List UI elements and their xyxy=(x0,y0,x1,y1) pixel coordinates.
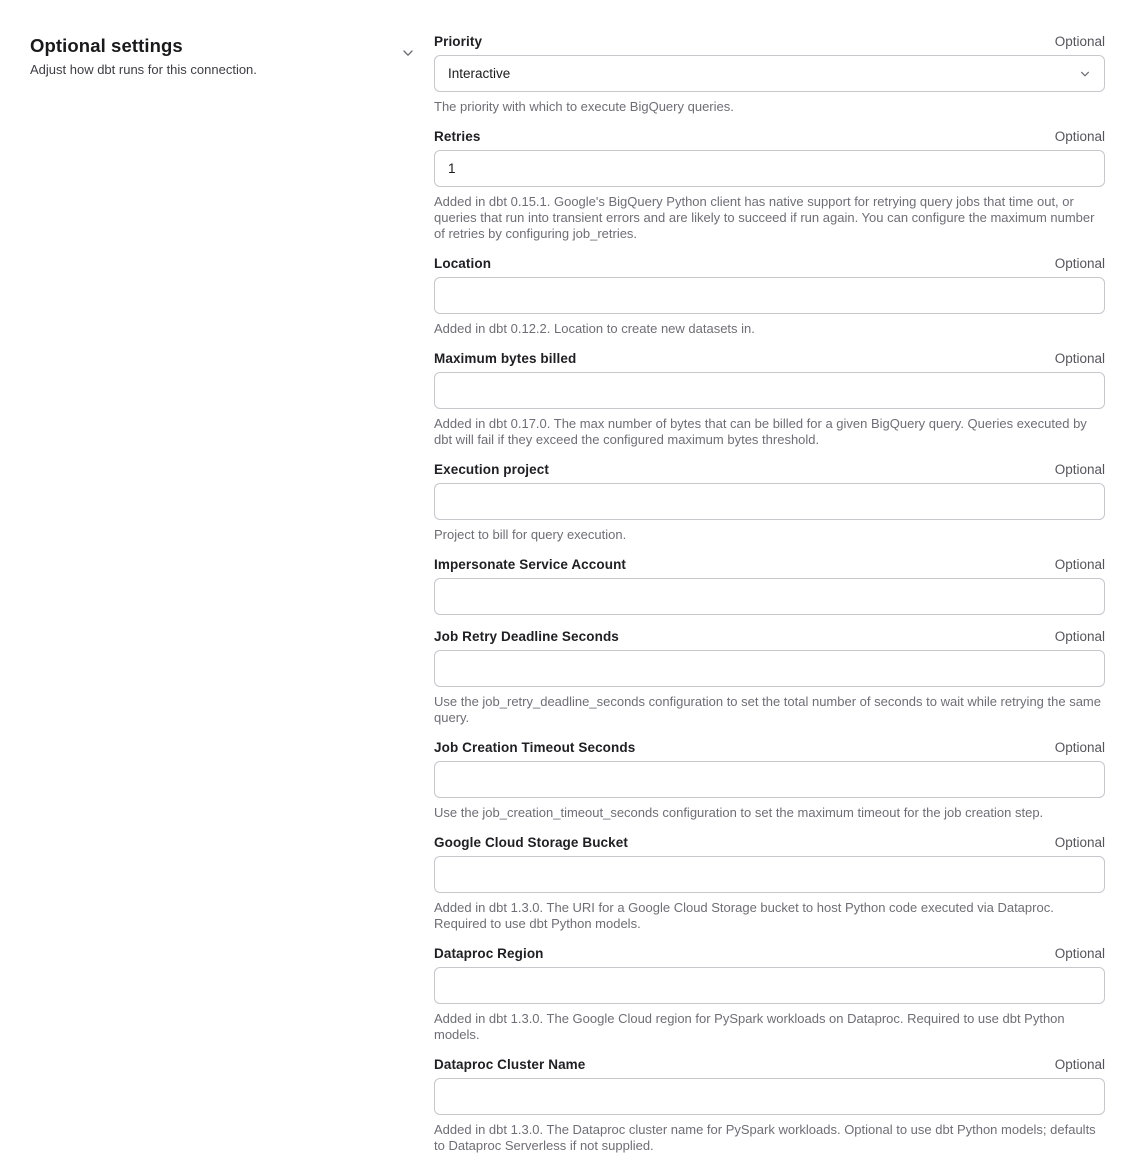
field-label: Impersonate Service Account xyxy=(434,557,627,572)
field-google-cloud-storage-bucket xyxy=(434,835,1105,932)
field-location xyxy=(434,256,1105,337)
field-help: Use the job_retry_deadline_seconds configuration to set the total number of seconds to wait while retrying the same query. xyxy=(434,694,1101,725)
optional-badge: Optional xyxy=(1054,1057,1105,1072)
field-help: Added in dbt 0.12.2. Location to create new datasets in. xyxy=(434,321,755,336)
section-title: Optional settings xyxy=(30,35,183,56)
optional-badge: Optional xyxy=(1054,740,1105,755)
optional-badge: Optional xyxy=(1054,629,1105,644)
input-dataproc-region[interactable] xyxy=(434,967,1105,1004)
field-job-retry-deadline-seconds xyxy=(434,629,1105,726)
field-help: Added in dbt 1.3.0. The Dataproc cluster name for PySpark workloads. Optional to use dbt Python models; defaults to Dataproc Serverless if not supplied. xyxy=(434,1122,1096,1153)
optional-badge: Optional xyxy=(1054,351,1105,366)
section-header-text xyxy=(30,34,257,78)
input-google-cloud-storage-bucket[interactable] xyxy=(434,856,1105,893)
field-label-row xyxy=(434,256,1105,272)
field-maximum-bytes-billed xyxy=(434,351,1105,448)
field-help: Added in dbt 1.3.0. The URI for a Google Cloud Storage bucket to host Python code executed via Dataproc. Required to use dbt Python models. xyxy=(434,900,1054,931)
input-retries[interactable] xyxy=(434,150,1105,187)
field-label: Maximum bytes billed xyxy=(434,351,577,366)
optional-badge: Optional xyxy=(1054,462,1105,477)
input-execution-project[interactable] xyxy=(434,483,1105,520)
field-label: Job Creation Timeout Seconds xyxy=(434,740,636,755)
field-execution-project xyxy=(434,462,1105,543)
field-label: Retries xyxy=(434,129,481,144)
section-subtitle: Adjust how dbt runs for this connection. xyxy=(30,62,257,77)
field-dataproc-cluster-name xyxy=(434,1057,1105,1154)
field-help: Added in dbt 0.15.1. Google's BigQuery Python client has native support for retrying query jobs that time out, or queries that run into transient errors and are likely to succeed if run again. You can configure the maximum number of retries by configuring job_retries. xyxy=(434,194,1095,241)
field-label-row xyxy=(434,557,1105,573)
field-job-creation-timeout-seconds xyxy=(434,740,1105,821)
field-label-row xyxy=(434,946,1105,962)
field-impersonate-service-account xyxy=(434,557,1105,615)
field-label: Dataproc Region xyxy=(434,946,544,961)
field-label-row xyxy=(434,629,1105,645)
field-label-row xyxy=(434,740,1105,756)
optional-badge: Optional xyxy=(1054,34,1105,49)
field-help: Project to bill for query execution. xyxy=(434,527,627,542)
field-label: Job Retry Deadline Seconds xyxy=(434,629,619,644)
input-location[interactable] xyxy=(434,277,1105,314)
input-dataproc-cluster-name[interactable] xyxy=(434,1078,1105,1115)
section-header xyxy=(30,34,415,78)
field-retries xyxy=(434,129,1105,242)
input-maximum-bytes-billed[interactable] xyxy=(434,372,1105,409)
field-label-row xyxy=(434,462,1105,478)
optional-badge: Optional xyxy=(1054,835,1105,850)
field-label-row xyxy=(434,835,1105,851)
field-label-row xyxy=(434,129,1105,145)
field-dataproc-region xyxy=(434,946,1105,1043)
field-label: Execution project xyxy=(434,462,549,477)
optional-badge: Optional xyxy=(1054,256,1105,271)
field-label: Google Cloud Storage Bucket xyxy=(434,835,628,850)
chevron-down-icon[interactable] xyxy=(401,46,415,60)
input-job-creation-timeout-seconds[interactable] xyxy=(434,761,1105,798)
select-priority[interactable] xyxy=(434,55,1105,92)
field-label-row xyxy=(434,351,1105,367)
field-label: Location xyxy=(434,256,492,271)
field-label-row xyxy=(434,34,1105,50)
field-label-row xyxy=(434,1057,1105,1073)
field-label: Priority xyxy=(434,34,483,49)
field-help: Added in dbt 0.17.0. The max number of bytes that can be billed for a given BigQuery query. Queries executed by dbt will fail if they exceed the configured maximum bytes threshold. xyxy=(434,416,1087,447)
optional-badge: Optional xyxy=(1054,557,1105,572)
field-help: Added in dbt 1.3.0. The Google Cloud region for PySpark workloads on Dataproc. Required to use dbt Python models. xyxy=(434,1011,1065,1042)
optional-badge: Optional xyxy=(1054,129,1105,144)
field-help: Use the job_creation_timeout_seconds configuration to set the maximum timeout for the job creation step. xyxy=(434,805,1044,820)
optional-badge: Optional xyxy=(1054,946,1105,961)
field-help: The priority with which to execute BigQuery queries. xyxy=(434,99,734,114)
field-label: Dataproc Cluster Name xyxy=(434,1057,586,1072)
input-impersonate-service-account[interactable] xyxy=(434,578,1105,615)
input-job-retry-deadline-seconds[interactable] xyxy=(434,650,1105,687)
select-value: Interactive xyxy=(448,66,511,81)
field-priority xyxy=(434,34,1105,115)
chevron-down-icon xyxy=(1079,68,1091,80)
settings-form xyxy=(434,34,1105,1168)
